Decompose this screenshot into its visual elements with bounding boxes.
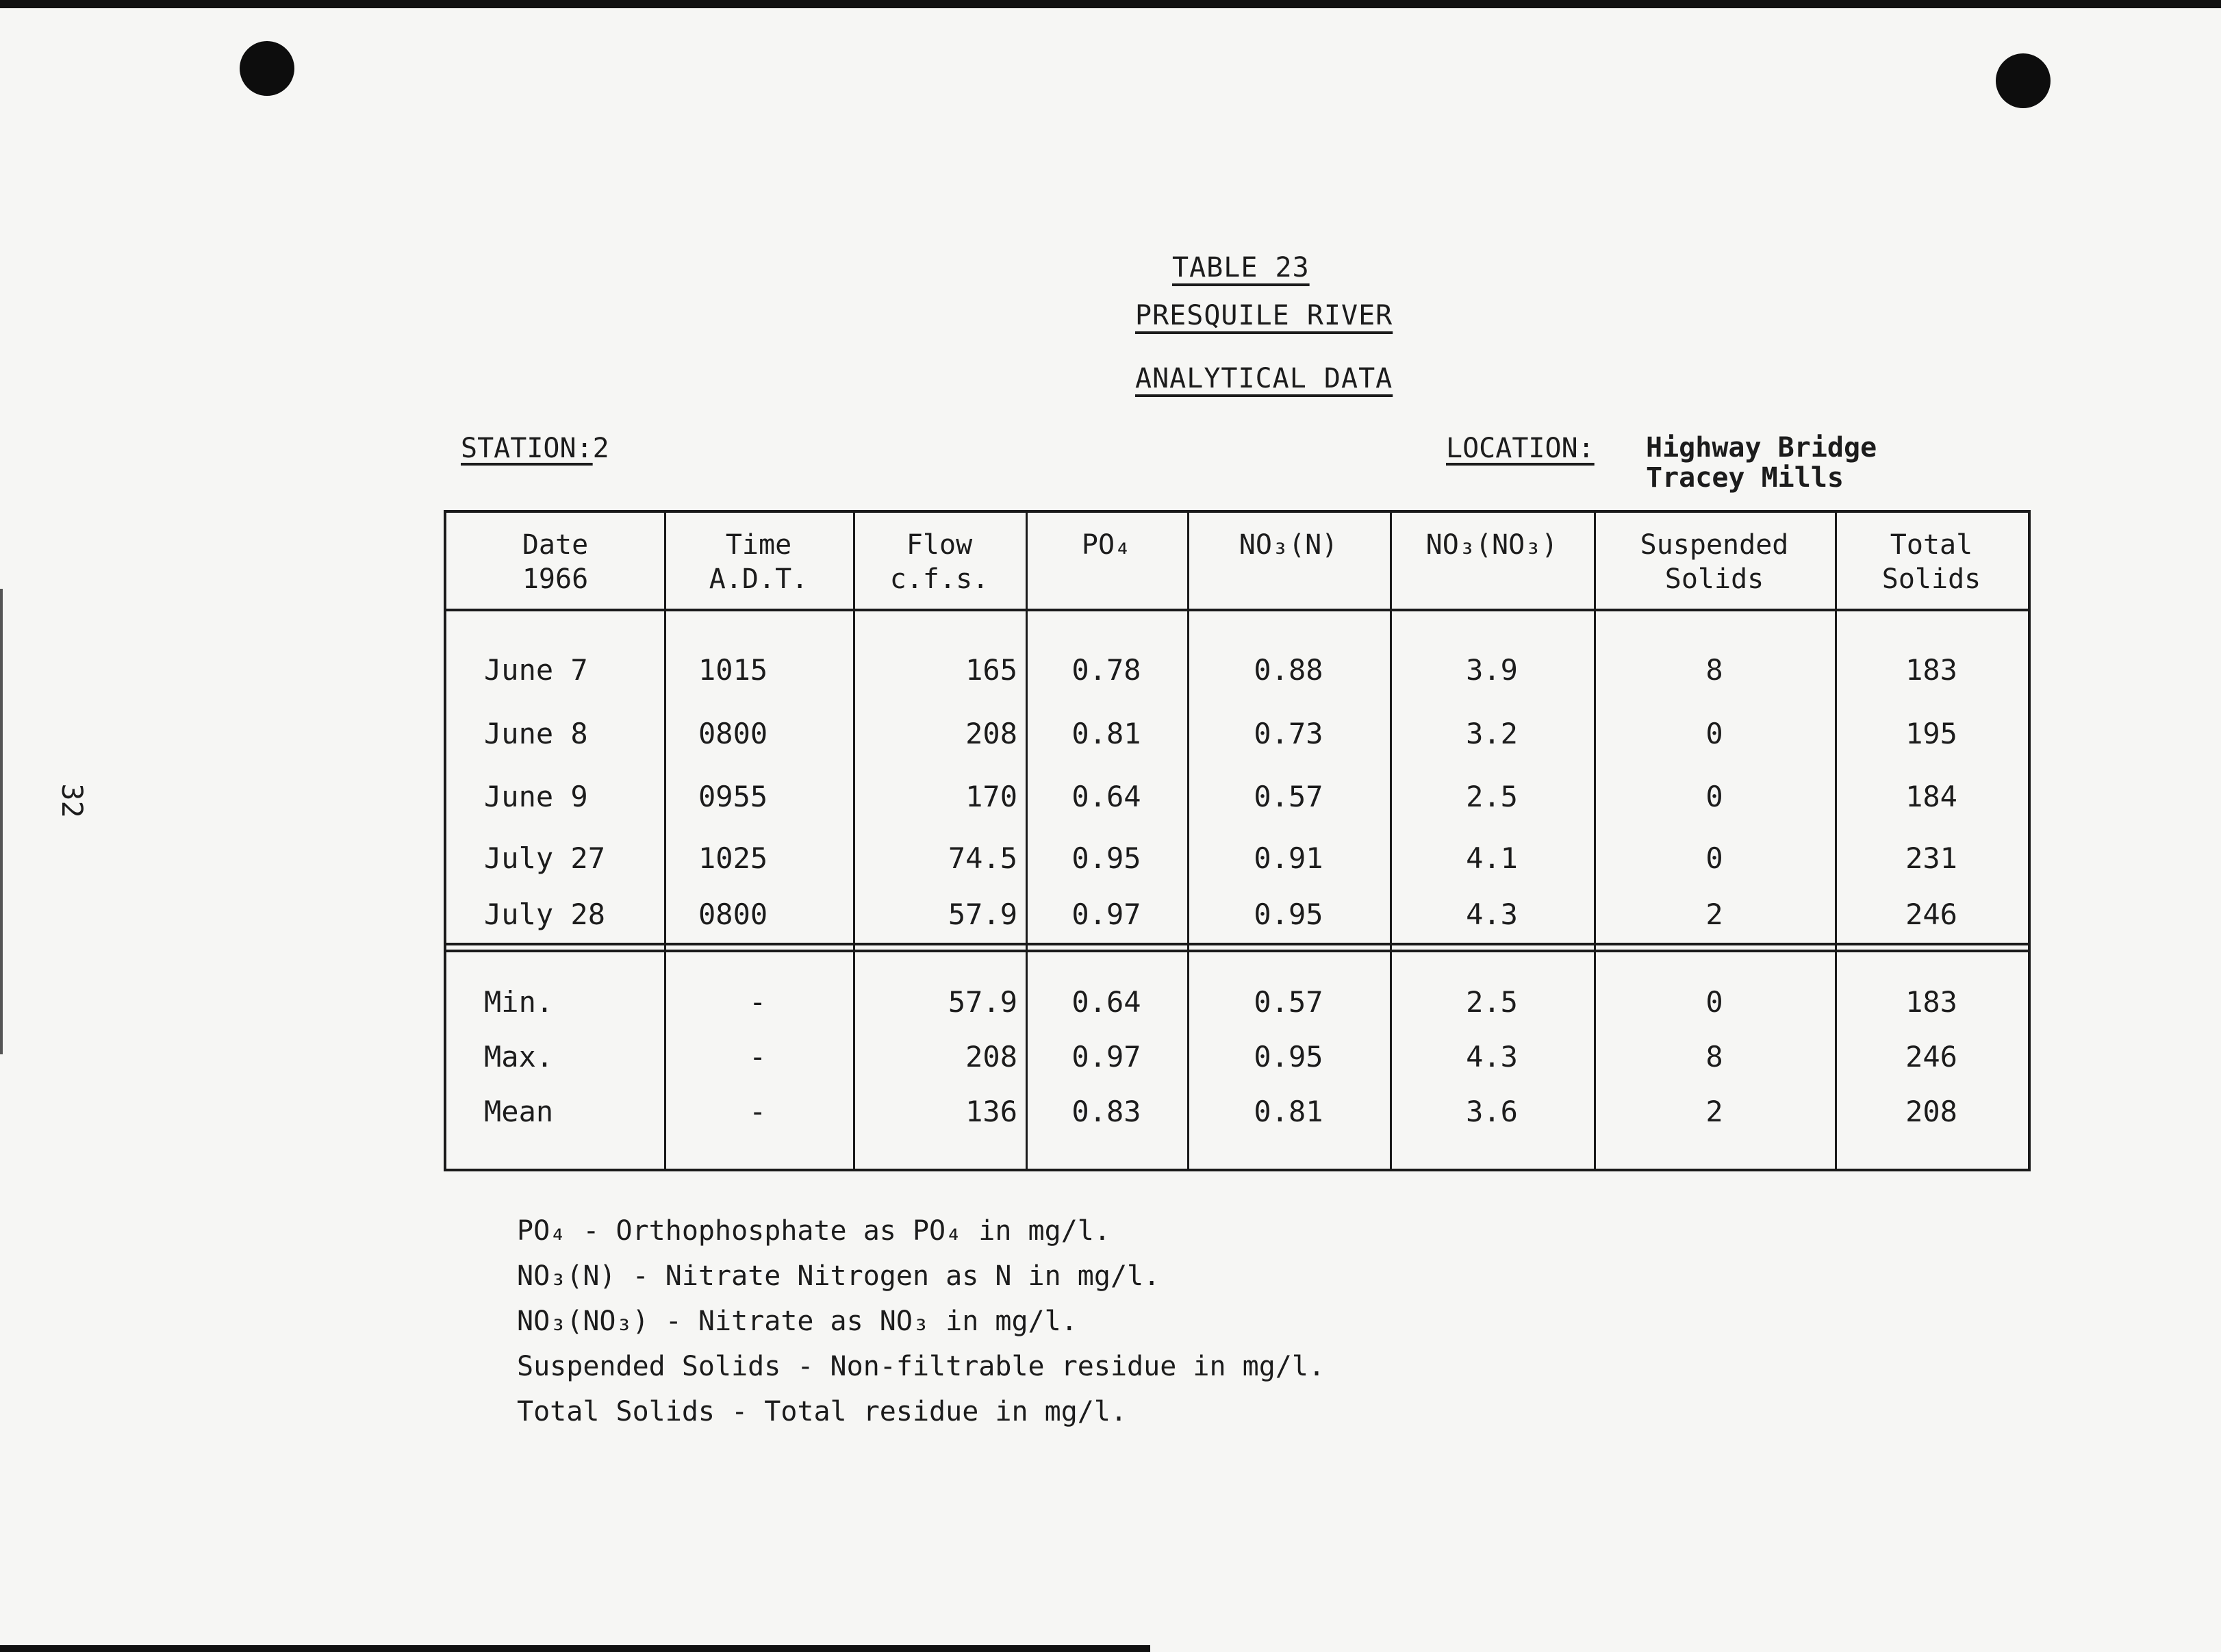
column-header: NO₃(N): [1239, 529, 1338, 561]
table-cell: 0.95: [1071, 841, 1141, 875]
table-cell: 0955: [698, 780, 768, 813]
summary-cell: 208: [1905, 1095, 1957, 1128]
table-cell: 0: [1705, 841, 1723, 875]
table-cell: 0.88: [1254, 653, 1323, 687]
summary-cell: -: [749, 1040, 767, 1073]
location-line-1: Highway Bridge: [1646, 432, 1877, 463]
table-cell: 0.57: [1254, 780, 1323, 813]
scan-bottom-edge: [0, 1645, 1150, 1652]
table-cell: 165: [965, 653, 1017, 687]
table-cell: 0: [1705, 717, 1723, 750]
summary-cell: 0.64: [1071, 985, 1141, 1019]
column-header: Flow c.f.s.: [889, 529, 989, 595]
column-header: Time A.D.T.: [709, 529, 809, 595]
table-cell: 4.3: [1466, 898, 1518, 931]
table-cell: 231: [1905, 841, 1957, 875]
analytical-data-table: [444, 510, 2031, 1171]
table-cell: 208: [965, 717, 1017, 750]
summary-cell: Max.: [484, 1040, 554, 1073]
summary-cell: 2.5: [1466, 985, 1518, 1019]
footnote-line: NO₃(NO₃) - Nitrate as NO₃ in mg/l.: [517, 1306, 1078, 1337]
summary-cell: Mean: [484, 1095, 554, 1128]
table-cell: 2: [1705, 898, 1723, 931]
table-cell: 0: [1705, 780, 1723, 813]
table-cell: 1025: [698, 841, 768, 875]
table-cell: 1015: [698, 653, 768, 687]
location-line-2: Tracey Mills: [1646, 462, 1844, 494]
table-cell: 4.1: [1466, 841, 1518, 875]
summary-separator-rule: [446, 943, 2028, 945]
table-cell: 74.5: [948, 841, 1017, 875]
summary-cell: -: [749, 1095, 767, 1128]
table-title: TABLE 23: [1172, 252, 1310, 283]
table-cell: 0.78: [1071, 653, 1141, 687]
summary-cell: Min.: [484, 985, 554, 1019]
table-cell: July 27: [484, 841, 606, 875]
summary-cell: 183: [1905, 985, 1957, 1019]
location-label-wrap: [1446, 433, 1595, 464]
table-cell: 195: [1905, 717, 1957, 750]
table-cell: 8: [1705, 653, 1723, 687]
analytical-data-title: ANALYTICAL DATA: [1135, 363, 1393, 394]
footnote-line: PO₄ - Orthophosphate as PO₄ in mg/l.: [517, 1215, 1110, 1247]
table-cell: 0.97: [1071, 898, 1141, 931]
summary-cell: 8: [1705, 1040, 1723, 1073]
scan-top-edge: [0, 0, 2221, 8]
footnote-line: Total Solids - Total residue in mg/l.: [517, 1396, 1128, 1427]
summary-cell: 246: [1905, 1040, 1957, 1073]
column-header: PO₄: [1081, 529, 1132, 561]
summary-cell: 0.95: [1254, 1040, 1323, 1073]
table-cell: 0.73: [1254, 717, 1323, 750]
table-cell: June 8: [484, 717, 588, 750]
page-number: 32: [55, 783, 89, 818]
scan-left-edge: [0, 589, 3, 1054]
station: [461, 433, 609, 464]
punch-hole-left: [240, 41, 294, 96]
summary-cell: 4.3: [1466, 1040, 1518, 1073]
summary-cell: 136: [965, 1095, 1017, 1128]
summary-cell: -: [749, 985, 767, 1019]
summary-cell: 57.9: [948, 985, 1017, 1019]
summary-cell: 0.81: [1254, 1095, 1323, 1128]
column-header: Suspended Solids: [1640, 529, 1789, 595]
table-cell: 0800: [698, 717, 768, 750]
table-cell: 0.81: [1071, 717, 1141, 750]
table-cell: 3.9: [1466, 653, 1518, 687]
location-value: [1646, 433, 1877, 493]
river-title: PRESQUILE RIVER: [1135, 300, 1393, 331]
summary-cell: 0.97: [1071, 1040, 1141, 1073]
footnote-line: NO₃(N) - Nitrate Nitrogen as N in mg/l.: [517, 1260, 1160, 1292]
summary-cell: 208: [965, 1040, 1017, 1073]
footnotes: [517, 1208, 1325, 1434]
column-header: NO₃(NO₃): [1425, 529, 1558, 561]
column-header: Total Solids: [1881, 529, 1981, 595]
summary-cell: 3.6: [1466, 1095, 1518, 1128]
punch-hole-right: [1996, 53, 2051, 108]
table-cell: 57.9: [948, 898, 1017, 931]
table-cell: 170: [965, 780, 1017, 813]
table-cell: July 28: [484, 898, 606, 931]
table-cell: 0.91: [1254, 841, 1323, 875]
location-label: LOCATION:: [1446, 433, 1595, 464]
summary-separator-rule: [446, 950, 2028, 952]
table-cell: 184: [1905, 780, 1957, 813]
summary-cell: 0.83: [1071, 1095, 1141, 1128]
footnote-line: Suspended Solids - Non-filtrable residue in mg/l.: [517, 1351, 1325, 1382]
table-cell: 183: [1905, 653, 1957, 687]
summary-cell: 0: [1705, 985, 1723, 1019]
table-cell: June 9: [484, 780, 588, 813]
station-value: 2: [592, 433, 609, 464]
table-cell: 0.64: [1071, 780, 1141, 813]
table-cell: 246: [1905, 898, 1957, 931]
column-header: Date 1966: [522, 529, 589, 595]
table-cell: 0.95: [1254, 898, 1323, 931]
header-rule: [446, 609, 2028, 611]
station-label: STATION:: [461, 433, 593, 464]
table-cell: June 7: [484, 653, 588, 687]
table-cell: 0800: [698, 898, 768, 931]
summary-cell: 0.57: [1254, 985, 1323, 1019]
summary-cell: 2: [1705, 1095, 1723, 1128]
table-cell: 2.5: [1466, 780, 1518, 813]
table-cell: 3.2: [1466, 717, 1518, 750]
